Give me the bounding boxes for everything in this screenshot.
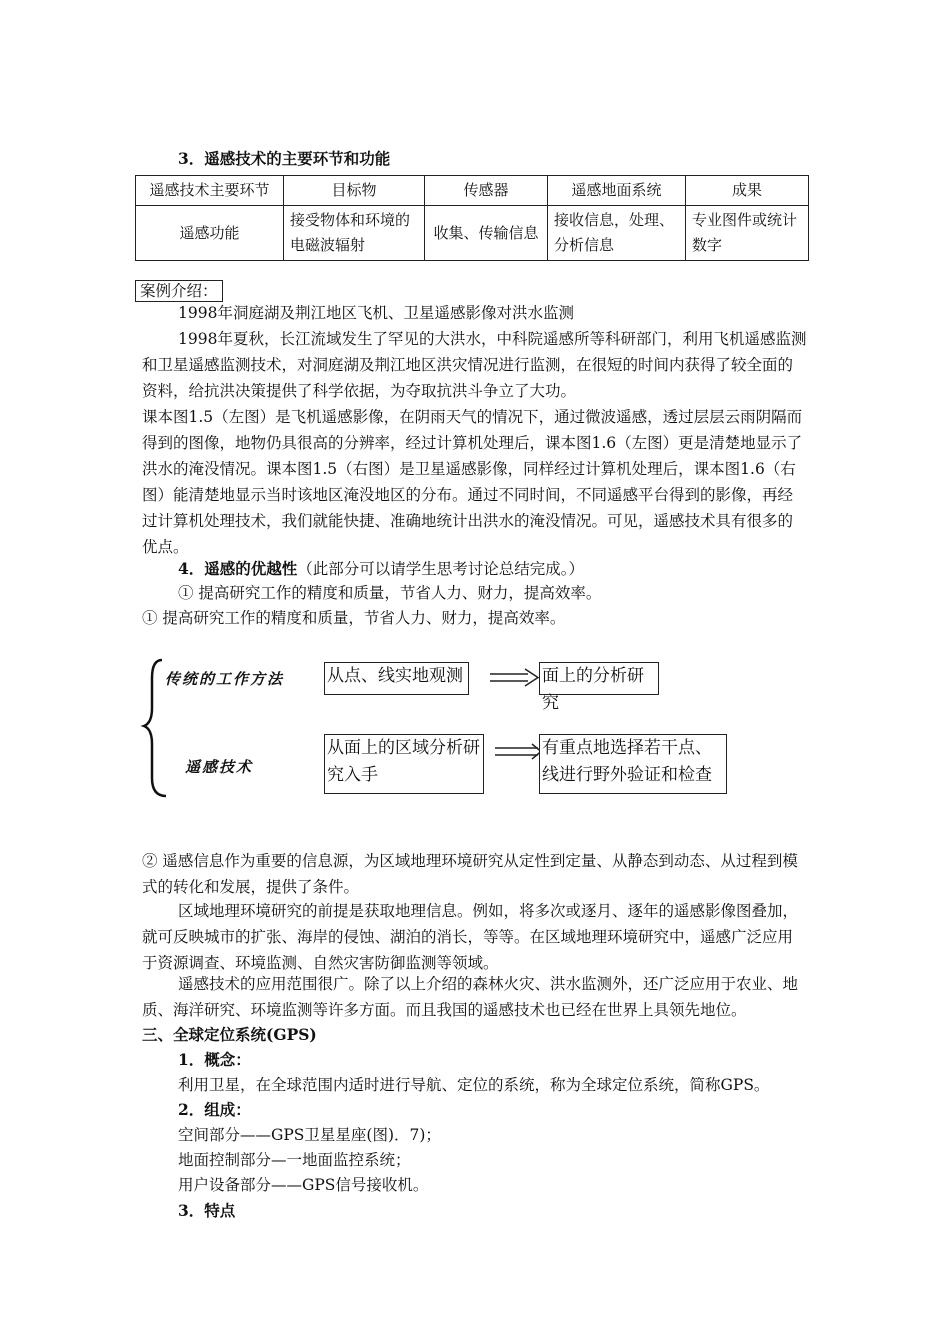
gps-composition-title: 2．组成：	[178, 1100, 251, 1119]
table-cell: 接收信息，处理、分析信息	[548, 206, 686, 261]
double-arrow-1	[490, 669, 538, 686]
section3-title: 3．遥感技术的主要环节和功能	[178, 149, 391, 168]
traditional-method-label: 传统的工作方法	[165, 670, 285, 688]
box-field-verification: 有重点地选择若干点、线进行野外验证和检查	[539, 734, 727, 794]
table-cell: 收集、传输信息	[425, 206, 548, 261]
gps-concept-title: 1．概念：	[178, 1050, 251, 1069]
gps-concept: 利用卫星，在全球范围内适时进行导航、定位的系统，称为全球定位系统，简称GPS。	[178, 1076, 770, 1094]
table-cell: 成果	[686, 176, 809, 206]
case-paragraph-2: 课本图1.5（左图）是飞机遥感影像，在阴雨天气的情况下，通过微波遥感，透过层层云雨阴隔而得到的图像，地物仍具很高的分辨率，经过计算机处理后，课本图1.6（左图）更是清楚地显示了洪水的淹没情况。课本图1.5（右图）是卫星遥感影像，同样经过计算机处理后，课本图1.6（右图）能清楚地显示当时该地区淹没地区的分布。通过不同时间，不同遥感平台得到的影像，再经过计算机处理技术，我们就能快捷、准确地统计出洪水的淹没情况。可见，遥感技术具有很多的优点。	[142, 408, 803, 556]
gps-feature-title: 3．特点	[178, 1201, 236, 1220]
section4-note: （此部分可以请学生思考讨论总结完成。）	[297, 560, 585, 578]
rs-technique-label: 遥感技术	[185, 758, 254, 776]
remote-sensing-table	[135, 175, 809, 261]
table-cell: 接受物体和环境的电磁波辐射	[284, 206, 425, 261]
gps-composition-item: 用户设备部分——GPS信号接收机。	[178, 1176, 429, 1194]
double-arrow-2	[495, 744, 541, 759]
table-cell: 专业图件或统计数字	[686, 206, 809, 261]
application-paragraph: 遥感技术的应用范围很广。除了以上介绍的森林火灾、洪水监测外，还广泛应用于农业、地质、海洋研究、环境监测等许多方面。而且我国的遥感技术也已经在世界上具领先地位。	[142, 975, 799, 1019]
box-point-line-observation: 从点、线实地观测	[324, 662, 469, 695]
region-paragraph: 区域地理环境研究的前提是获取地理信息。例如，将多次或逐月、逐年的遥感影像图叠加，就可反映城市的扩张、海岸的侵蚀、湖泊的消长，等等。在区域地理环境研究中，遥感广泛应用于资源调查、环境监测、自然灾害防御监测等领域。	[142, 902, 799, 972]
table-cell: 遥感功能	[136, 206, 284, 261]
case-title: 1998年洞庭湖及荆江地区飞机、卫星遥感影像对洪水监测	[178, 304, 574, 322]
gps-title: 三、全球定位系统(GPS)	[142, 1025, 317, 1044]
section4-heading	[178, 556, 584, 582]
case-paragraph-1: 1998年夏秋，长江流域发生了罕见的大洪水，中科院遥感所等科研部门，利用飞机遥感监测和卫星遥感监测技术，对洞庭湖及荆江地区洪灾情况进行监测，在很短的时间内获得了较全面的资料，给抗洪决策提供了科学依据，为夺取抗洪斗争立了大功。	[142, 330, 807, 400]
case-label: 案例介绍：	[135, 280, 223, 302]
comparison-diagram	[140, 648, 760, 808]
table-cell: 遥感技术主要环节	[136, 176, 284, 206]
gps-composition-item: 地面控制部分—一地面监控系统；	[178, 1151, 411, 1169]
advantage-1: ① 提高研究工作的精度和质量，节省人力、财力，提高效率。	[142, 609, 566, 627]
table-row	[136, 206, 809, 261]
gps-composition-item: 空间部分——GPS卫星星座(图)．7)；	[178, 1126, 441, 1144]
section4-title: 4．遥感的优越性	[178, 559, 298, 578]
brace-shape	[144, 660, 166, 796]
box-surface-analysis: 面上的分析研究	[539, 662, 659, 695]
table-cell: 传感器	[425, 176, 548, 206]
box-regional-analysis: 从面上的区域分析研究入手	[324, 734, 484, 794]
advantage-1-indented: ① 提高研究工作的精度和质量，节省人力、财力，提高效率。	[178, 584, 602, 602]
table-cell: 目标物	[284, 176, 425, 206]
table-header-row	[136, 176, 809, 206]
table-cell: 遥感地面系统	[548, 176, 686, 206]
advantage-2: ② 遥感信息作为重要的信息源，为区域地理环境研究从定性到定量、从静态到动态、从过程到模式的转化和发展，提供了条件。	[142, 852, 798, 896]
